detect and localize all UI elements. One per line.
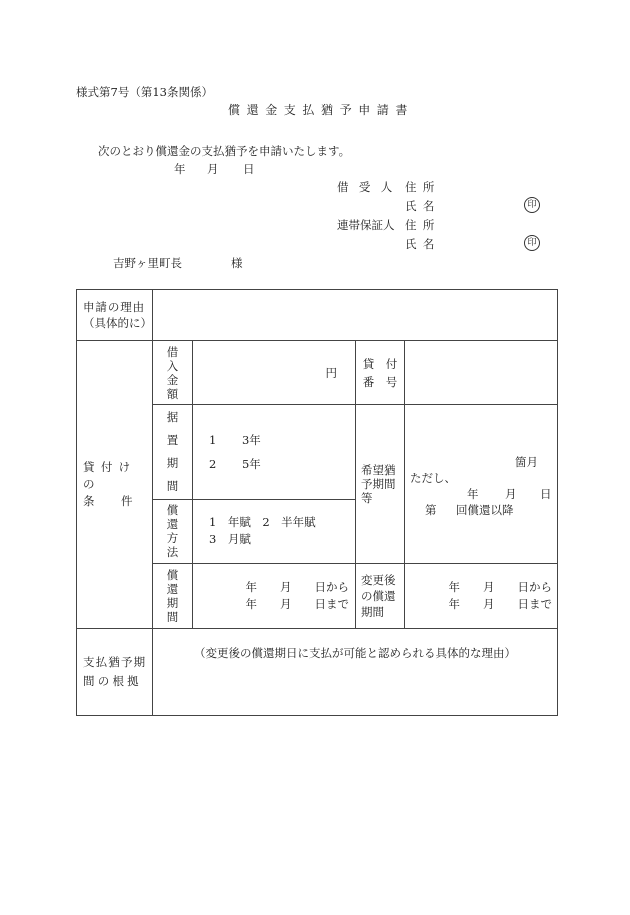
reason-sub-label: （具体的に）: [83, 316, 152, 330]
guarantor-name-label: 氏名: [405, 237, 441, 251]
repayment-period-label: 償還期間: [166, 568, 179, 624]
desired-period-label: 希望猶: [361, 463, 396, 477]
date-day-label: 日: [243, 162, 255, 176]
borrowed-amount-cell[interactable]: [193, 341, 356, 405]
desired-period-label-2: 予期間: [361, 477, 396, 491]
borrowed-amount-label: 借入金額: [166, 344, 179, 401]
changed-period-label-3: 期間: [361, 605, 384, 619]
application-statement: 次のとおり償還金の支払猶予を申請いたします。: [98, 144, 351, 158]
borrower-seal-mark: 印: [524, 197, 540, 213]
deferment-option-1-number: 1: [209, 432, 217, 447]
deferment-option-2[interactable]: [209, 452, 355, 476]
date-year-label: 年: [174, 162, 186, 176]
desired-period-label-cell: [356, 405, 405, 564]
desired-installment-suffix: 回償還以降: [456, 503, 514, 517]
changed-period-from: 年 月 日から: [448, 580, 552, 594]
reason-label: 申請の理由: [83, 300, 146, 314]
deferment-options-cell[interactable]: [193, 405, 356, 500]
deferment-label-cell: [153, 405, 193, 500]
changed-period-label: 変更後: [361, 573, 396, 587]
addressee-honorific: 様: [231, 256, 243, 270]
loan-conditions-label-cell: [77, 341, 153, 629]
repayment-method-label-cell: [153, 499, 193, 563]
basis-label-cell: [77, 629, 153, 716]
deferment-label: 据置期間: [166, 409, 179, 493]
repayment-method-label: 償還方法: [166, 503, 179, 560]
deferment-option-1-text: 3年: [241, 432, 261, 447]
loan-conditions-label: 貸付けの: [83, 460, 137, 491]
loan-number-label: 貸 付: [362, 356, 398, 371]
repayment-period-from: 年 月 日から: [245, 580, 349, 594]
date-month-label: 月: [207, 162, 219, 176]
changed-period-label-cell: [356, 564, 405, 629]
desired-period-cell[interactable]: [405, 405, 558, 564]
repayment-method-options-line-2: 3 月賦: [209, 532, 251, 547]
repayment-method-options-line-1: 1 年賦 2 半年賦: [209, 515, 316, 530]
changed-period-to: 年 月 日まで: [448, 597, 552, 611]
borrower-label: 借受人: [337, 180, 403, 194]
desired-months-unit: 箇月: [515, 455, 538, 469]
addressee-name: 吉野ヶ里町長: [113, 256, 182, 270]
guarantor-label: 連帯保証人: [337, 218, 395, 232]
borrower-address-label: 住所: [405, 180, 441, 194]
desired-day-unit: 日: [540, 487, 552, 501]
basis-input-cell[interactable]: [153, 629, 558, 716]
deferment-option-2-number: 2: [209, 456, 217, 471]
deferment-option-1[interactable]: [209, 428, 355, 452]
basis-label-2: 間の根拠: [83, 674, 142, 688]
desired-however-text: ただし、: [410, 471, 456, 485]
desired-month-unit: 月: [505, 487, 517, 501]
amount-row: [77, 341, 558, 405]
desired-year-unit: 年: [467, 487, 479, 501]
basis-label: 支払猶予期: [83, 655, 147, 669]
borrower-name-label: 氏名: [405, 199, 441, 213]
form-number: 様式第7号（第13条関係）: [76, 85, 213, 99]
desired-installment-prefix: 第: [425, 503, 437, 517]
repayment-period-cell[interactable]: [193, 564, 356, 629]
reason-input-cell[interactable]: [153, 290, 558, 341]
deferment-option-2-text: 5年: [241, 456, 261, 471]
repayment-method-options-cell[interactable]: [193, 499, 356, 563]
loan-number-label-2: 番 号: [362, 374, 398, 389]
repayment-period-label-cell: [153, 564, 193, 629]
changed-period-cell[interactable]: [405, 564, 558, 629]
loan-conditions-label-2: 条 件: [83, 494, 134, 508]
basis-note: （変更後の償還期日に支払が可能と認められる具体的な理由）: [194, 646, 516, 660]
guarantor-seal-mark: 印: [524, 235, 540, 251]
application-form-table: [76, 289, 558, 716]
guarantor-address-label: 住所: [405, 218, 441, 232]
reason-row: [77, 290, 558, 341]
loan-number-label-cell: [356, 341, 405, 405]
document-title: 償還金支払猶予申請書: [228, 103, 415, 117]
repayment-period-to: 年 月 日まで: [245, 597, 349, 611]
yen-unit: 円: [325, 365, 337, 380]
reason-label-cell: [77, 290, 153, 341]
borrowed-amount-label-cell: [153, 341, 193, 405]
basis-row: [77, 629, 558, 716]
loan-number-cell[interactable]: [405, 341, 558, 405]
changed-period-label-2: の償還: [361, 589, 396, 603]
desired-period-label-3: 等: [361, 491, 373, 505]
